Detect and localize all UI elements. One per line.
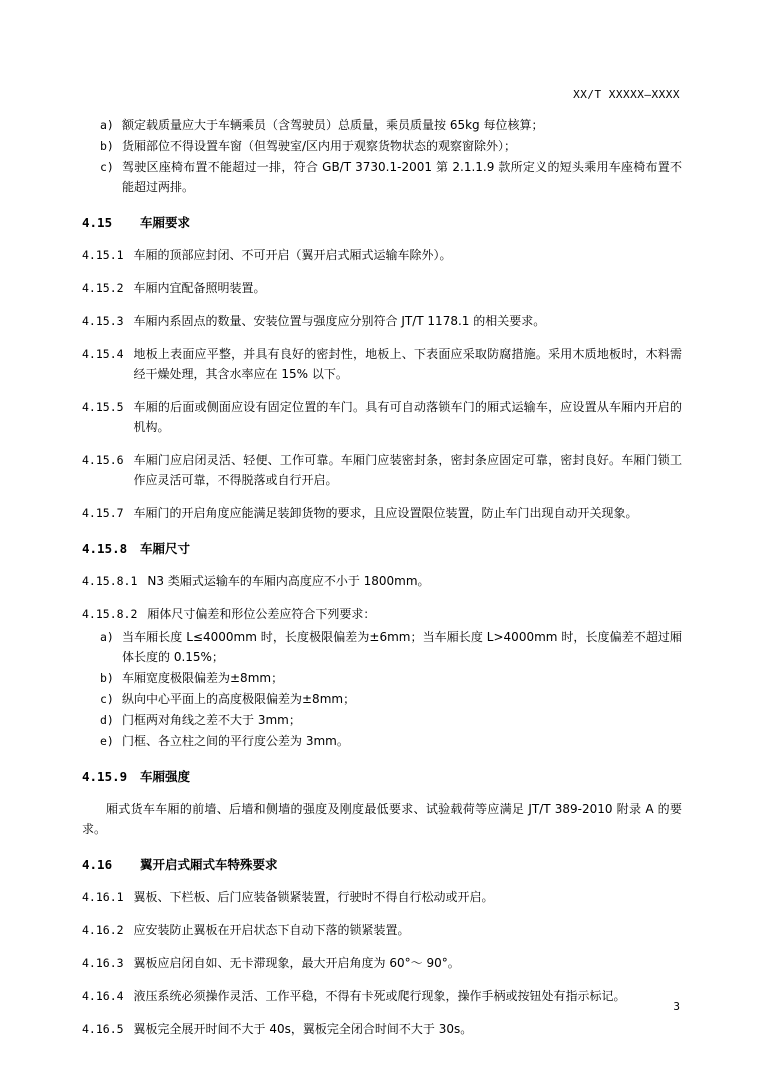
clause-4-15-7 — [82, 503, 682, 523]
clause-text: 车厢的顶部应封闭、不可开启（翼开启式厢式运输车除外）。 — [133, 248, 452, 262]
list-text: 门框两对角线之差不大于 3mm； — [122, 713, 301, 727]
clause-text: 车厢内系固点的数量、安装位置与强度应分别符合 JT/T 1178.1 的相关要求。 — [133, 314, 546, 328]
clause-text: 翼板应启闭自如、无卡滞现象，最大开启角度为 60°～ 90°。 — [133, 956, 460, 970]
clause-4-16-3 — [82, 953, 682, 973]
document-body — [82, 115, 682, 1039]
list-marker: d) — [100, 713, 114, 727]
clause-text: 地板上表面应平整，并具有良好的密封性，地板上、下表面应采取防腐措施。采用木质地板时，木料需经干燥处理，其含水率应在 15% 以下。 — [133, 347, 682, 381]
clause-number: 4.15.5 — [82, 400, 124, 414]
list-marker: a) — [100, 118, 114, 132]
clause-text: 翼板完全展开时间不大于 40s，翼板完全闭合时间不大于 30s。 — [133, 1022, 473, 1036]
page-number: 3 — [673, 1000, 680, 1013]
clause-text: 车厢内宜配备照明装置。 — [133, 281, 266, 295]
clause-number: 4.15.1 — [82, 248, 124, 262]
list-item — [82, 157, 682, 197]
list-marker: a) — [100, 630, 114, 644]
clause-number: 4.16.5 — [82, 1022, 124, 1036]
clause-4-16-4 — [82, 986, 682, 1006]
section-title: 翼开启式厢式车特殊要求 — [140, 857, 278, 872]
list-text: 当车厢长度 L≤4000mm 时，长度极限偏差为±6mm；当车厢长度 L>4000mm 时，长度偏差不超过厢体长度的 0.15%； — [122, 630, 682, 664]
clause-4-16-5 — [82, 1019, 682, 1039]
clause-text: 应安装防止翼板在开启状态下自动下落的锁紧装置。 — [133, 923, 410, 937]
clause-4-15-1 — [82, 245, 682, 265]
section-heading-4-16 — [82, 856, 682, 874]
section-number: 4.15.9 — [82, 769, 128, 784]
clause-number: 4.15.8.2 — [82, 607, 138, 621]
list-text: 车厢宽度极限偏差为±8mm； — [122, 671, 284, 685]
clause-4-15-5 — [82, 397, 682, 437]
section-number: 4.16 — [82, 857, 113, 872]
clause-4-15-9-text: 厢式货车车厢的前墙、后墙和侧墙的强度及刚度最低要求、试验载荷等应满足 JT/T 389-2010 附录 A 的要求。 — [82, 802, 682, 836]
list-marker: c) — [100, 160, 114, 174]
clause-4-16-2 — [82, 920, 682, 940]
list-marker: e) — [100, 734, 114, 748]
clause-text: 车厢门的开启角度应能满足装卸货物的要求，且应设置限位装置，防止车门出现自动开关现象。 — [133, 506, 638, 520]
list-marker: c) — [100, 692, 114, 706]
list-text: 驾驶区座椅布置不能超过一排，符合 GB/T 3730.1-2001 第 2.1.1.9 款所定义的短头乘用车座椅布置不能超过两排。 — [122, 160, 682, 194]
clause-number: 4.16.4 — [82, 989, 124, 1003]
clause-4-15-6 — [82, 450, 682, 490]
section-number: 4.15.8 — [82, 541, 128, 556]
clause-number: 4.15.3 — [82, 314, 124, 328]
clause-number: 4.15.6 — [82, 453, 124, 467]
section-heading-4-15 — [82, 214, 682, 232]
clause-text: 车厢门应启闭灵活、轻便、工作可靠。车厢门应装密封条，密封条应固定可靠，密封良好。车厢门锁工作应灵活可靠，不得脱落或自行开启。 — [133, 453, 682, 487]
clause-text: 翼板、下栏板、后门应装备锁紧装置，行驶时不得自行松动或开启。 — [133, 890, 494, 904]
page-header: XX/T XXXXX—XXXX — [573, 88, 680, 101]
list-marker: b) — [100, 139, 114, 153]
clause-4-16-1 — [82, 887, 682, 907]
list-item — [82, 689, 682, 709]
list-group-dimensions — [82, 627, 682, 751]
section-number: 4.15 — [82, 215, 113, 230]
clause-text: N3 类厢式运输车的车厢内高度应不小于 1800mm。 — [147, 574, 430, 588]
clause-4-15-4 — [82, 344, 682, 384]
list-item — [82, 668, 682, 688]
list-text: 货厢部位不得设置车窗（但驾驶室/区内用于观察货物状态的观察窗除外）； — [122, 139, 517, 153]
list-item — [82, 136, 682, 156]
clause-4-15-2 — [82, 278, 682, 298]
clause-4-15-8-2 — [82, 604, 682, 624]
list-text: 纵向中心平面上的高度极限偏差为±8mm； — [122, 692, 356, 706]
section-title: 车厢强度 — [140, 769, 191, 784]
list-item — [82, 731, 682, 751]
list-item — [82, 710, 682, 730]
clause-text: 厢体尺寸偏差和形位公差应符合下列要求： — [147, 607, 376, 621]
clause-text: 液压系统必须操作灵活、工作平稳，不得有卡死或爬行现象，操作手柄或按钮处有指示标记。 — [133, 989, 626, 1003]
list-group-top — [82, 115, 682, 197]
section-title: 车厢尺寸 — [140, 541, 191, 556]
clause-number: 4.16.3 — [82, 956, 124, 970]
list-text: 额定载质量应大于车辆乘员（含驾驶员）总质量，乘员质量按 65kg 每位核算； — [122, 118, 544, 132]
clause-number: 4.15.2 — [82, 281, 124, 295]
clause-number: 4.16.1 — [82, 890, 124, 904]
clause-4-15-3 — [82, 311, 682, 331]
clause-number: 4.15.4 — [82, 347, 124, 361]
list-marker: b) — [100, 671, 114, 685]
clause-number: 4.16.2 — [82, 923, 124, 937]
clause-number: 4.15.8.1 — [82, 574, 138, 588]
clause-number: 4.15.7 — [82, 506, 124, 520]
clause-text: 车厢的后面或侧面应设有固定位置的车门。具有可自动落锁车门的厢式运输车，应设置从车厢内开启的机构。 — [133, 400, 682, 434]
list-text: 门框、各立柱之间的平行度公差为 3mm。 — [122, 734, 349, 748]
list-item — [82, 115, 682, 135]
clause-4-15-8-1 — [82, 571, 682, 591]
list-item — [82, 627, 682, 667]
section-heading-4-15-8 — [82, 540, 682, 558]
section-heading-4-15-9 — [82, 768, 682, 786]
section-title: 车厢要求 — [140, 215, 191, 230]
